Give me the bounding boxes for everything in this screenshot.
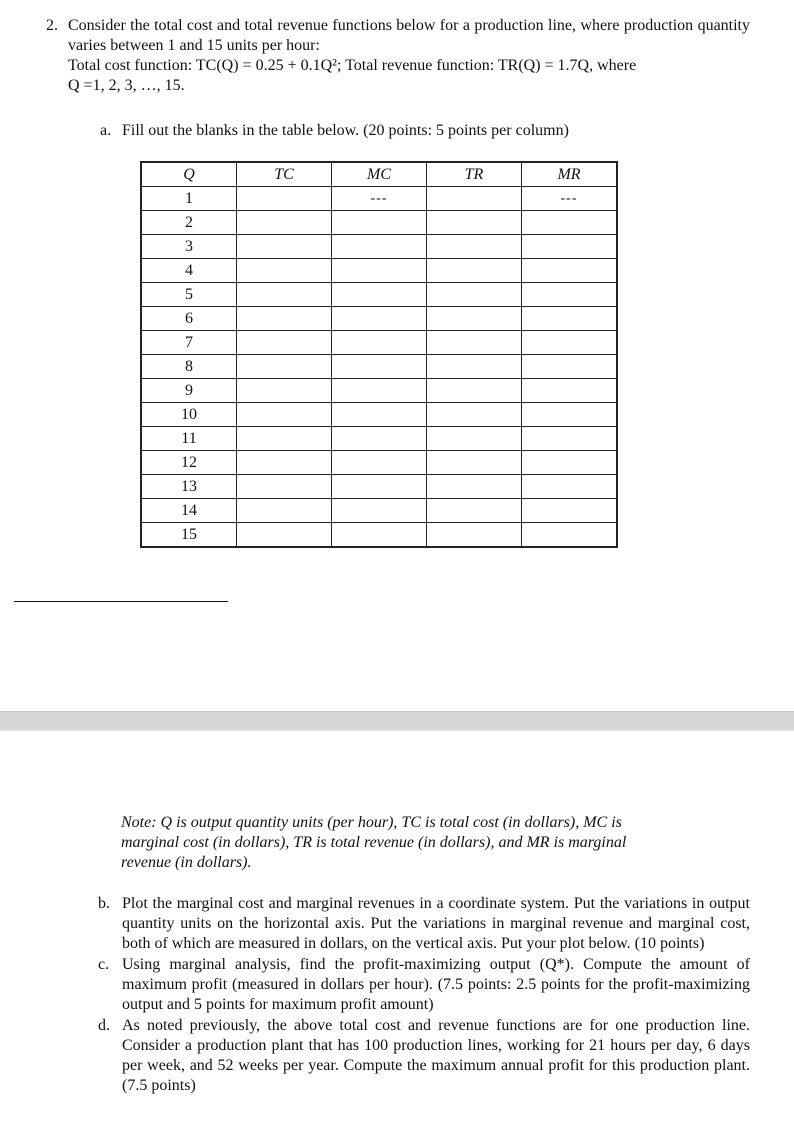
part-d — [98, 1016, 750, 1096]
table-row — [141, 427, 617, 451]
cell-tc[interactable] — [237, 451, 332, 475]
cell-mc[interactable] — [332, 403, 427, 427]
cell-mr[interactable] — [522, 259, 618, 283]
table-row — [141, 475, 617, 499]
cell-tr[interactable] — [427, 499, 522, 523]
cell-mc[interactable] — [332, 331, 427, 355]
part-c — [98, 955, 750, 1015]
parts-list — [98, 894, 750, 1097]
note: Note: Q is output quantity units (per hour), TC is total cost (in dollars), MC is marginal cost (in dollars), TR is total revenue (in dollars), and MR is marginal revenue (in dollars). — [121, 814, 627, 871]
cell-q: 4 — [141, 259, 237, 283]
header-mr: MR — [522, 162, 618, 187]
cell-mc[interactable] — [332, 259, 427, 283]
part-a-text: Fill out the blanks in the table below. (20 points: 5 points per column) — [122, 122, 569, 139]
cell-q: 1 — [141, 187, 237, 211]
cell-q: 10 — [141, 403, 237, 427]
cell-tc[interactable] — [237, 235, 332, 259]
table-header-row — [141, 162, 617, 187]
cell-tc[interactable] — [237, 499, 332, 523]
table-row — [141, 331, 617, 355]
cell-tc[interactable] — [237, 259, 332, 283]
cell-tr[interactable] — [427, 211, 522, 235]
cell-mc[interactable] — [332, 283, 427, 307]
cell-tc[interactable] — [237, 331, 332, 355]
table-row — [141, 235, 617, 259]
cell-tc[interactable] — [237, 355, 332, 379]
cell-mr[interactable] — [522, 403, 618, 427]
blank-table — [140, 161, 618, 548]
cell-q: 7 — [141, 331, 237, 355]
cell-q: 14 — [141, 499, 237, 523]
page-break — [0, 711, 794, 731]
cell-tr[interactable] — [427, 187, 522, 211]
cell-mr[interactable] — [522, 499, 618, 523]
part-c-text: Using marginal analysis, find the profit-maximizing output (Q*). Compute the amount of maximum profit (measured in dollars per hour). (7.5 points: 2.5 points for the profit-maximizing output and 5 points for maximum profit amount) — [122, 956, 750, 1013]
table-row — [141, 499, 617, 523]
cell-mc[interactable] — [332, 475, 427, 499]
table-row — [141, 307, 617, 331]
cell-mc[interactable] — [332, 499, 427, 523]
cell-mr[interactable] — [522, 427, 618, 451]
functions-line: Total cost function: TC(Q) = 0.25 + 0.1Q²; Total revenue function: TR(Q) = 1.7Q, where — [68, 57, 637, 74]
cell-q: 11 — [141, 427, 237, 451]
part-b — [98, 894, 750, 954]
cell-mr[interactable] — [522, 475, 618, 499]
cell-q: 9 — [141, 379, 237, 403]
cell-mr[interactable] — [522, 355, 618, 379]
table-row — [141, 283, 617, 307]
cell-tr[interactable] — [427, 403, 522, 427]
cell-mc[interactable] — [332, 427, 427, 451]
domain-line: Q =1, 2, 3, …, 15. — [68, 77, 185, 94]
cell-tr[interactable] — [427, 427, 522, 451]
cell-mr[interactable] — [522, 235, 618, 259]
cell-tc[interactable] — [237, 403, 332, 427]
cell-tc[interactable] — [237, 379, 332, 403]
cell-tr[interactable] — [427, 235, 522, 259]
part-b-label: b. — [98, 895, 110, 912]
part-d-text: As noted previously, the above total cost and revenue functions are for one production line. Consider a production plant that has 100 production lines, working for 21 hours per day, 6 days per week, and 52 weeks per year. Compute the maximum annual profit for this production plant. (7.5 points) — [122, 1017, 750, 1094]
cell-mc[interactable] — [332, 523, 427, 548]
cell-mc[interactable] — [332, 379, 427, 403]
cell-mc[interactable] — [332, 211, 427, 235]
cell-tc[interactable] — [237, 475, 332, 499]
cell-mc[interactable] — [332, 235, 427, 259]
cell-mc[interactable]: --- — [332, 187, 427, 211]
cell-mc[interactable] — [332, 451, 427, 475]
cell-mr[interactable] — [522, 523, 618, 548]
cell-tr[interactable] — [427, 259, 522, 283]
cell-tc[interactable] — [237, 307, 332, 331]
cell-tc[interactable] — [237, 523, 332, 548]
cell-tr[interactable] — [427, 451, 522, 475]
cell-tr[interactable] — [427, 475, 522, 499]
cell-tr[interactable] — [427, 331, 522, 355]
cell-mr[interactable] — [522, 283, 618, 307]
part-a-label: a. — [100, 122, 112, 139]
cell-mr[interactable] — [522, 307, 618, 331]
cell-tc[interactable] — [237, 283, 332, 307]
cell-q: 3 — [141, 235, 237, 259]
cell-tc[interactable] — [237, 187, 332, 211]
cell-mc[interactable] — [332, 307, 427, 331]
part-d-label: d. — [98, 1017, 110, 1034]
table-row — [141, 403, 617, 427]
part-a — [100, 121, 569, 141]
table-row — [141, 379, 617, 403]
table-row — [141, 355, 617, 379]
cell-q: 12 — [141, 451, 237, 475]
table-row — [141, 259, 617, 283]
cell-mr[interactable] — [522, 451, 618, 475]
question-number: 2. — [46, 17, 58, 34]
cell-q: 2 — [141, 211, 237, 235]
cell-tr[interactable] — [427, 355, 522, 379]
cell-mr[interactable] — [522, 331, 618, 355]
cell-tc[interactable] — [237, 211, 332, 235]
header-tc: TC — [237, 162, 332, 187]
cell-mc[interactable] — [332, 355, 427, 379]
table-row — [141, 451, 617, 475]
cell-mr[interactable] — [522, 379, 618, 403]
table-body — [141, 187, 617, 548]
table-row — [141, 523, 617, 548]
cell-mr[interactable] — [522, 211, 618, 235]
cell-q: 6 — [141, 307, 237, 331]
table-row — [141, 187, 617, 211]
cell-q: 5 — [141, 283, 237, 307]
question-intro: Consider the total cost and total revenue functions below for a production line, where production quantity varies between 1 and 15 units per hour: — [68, 17, 750, 54]
header-tr: TR — [427, 162, 522, 187]
cell-tr[interactable] — [427, 283, 522, 307]
part-c-label: c. — [98, 956, 110, 973]
header-mc: MC — [332, 162, 427, 187]
cell-tr[interactable] — [427, 379, 522, 403]
header-q: Q — [141, 162, 237, 187]
table-row — [141, 211, 617, 235]
part-b-text: Plot the marginal cost and marginal revenues in a coordinate system. Put the variations in output quantity units on the horizontal axis. Put the variations in marginal revenue and marginal cost, both of which are measured in dollars, on the vertical axis. Put your plot below. (10 points) — [122, 895, 750, 952]
cell-tr[interactable] — [427, 523, 522, 548]
footnote-rule — [14, 601, 228, 602]
cell-tr[interactable] — [427, 307, 522, 331]
cell-tc[interactable] — [237, 427, 332, 451]
cell-q: 8 — [141, 355, 237, 379]
cell-q: 15 — [141, 523, 237, 548]
cell-q: 13 — [141, 475, 237, 499]
cell-mr[interactable]: --- — [522, 187, 618, 211]
question-2 — [46, 16, 750, 96]
